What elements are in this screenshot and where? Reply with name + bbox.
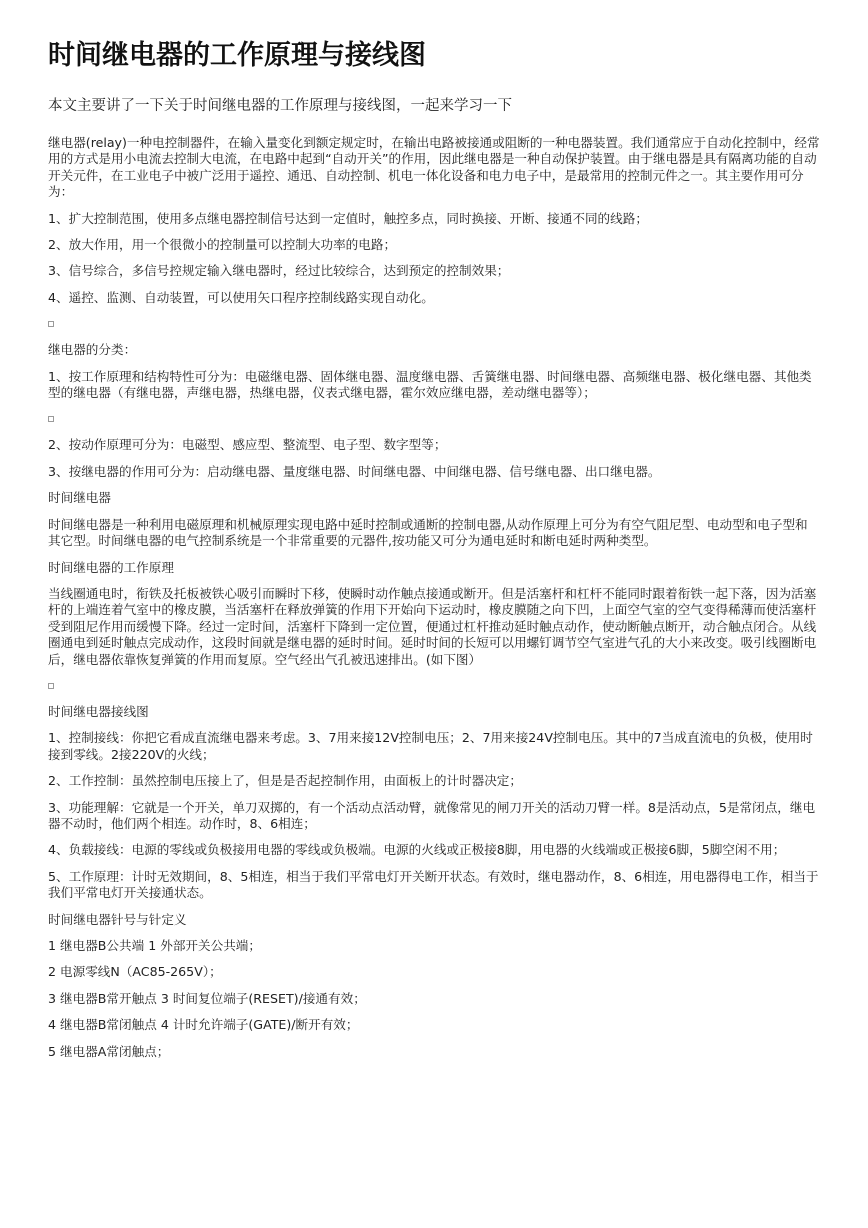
article-paragraph: 4 继电器B常闭触点 4 计时允许端子(GATE)/断开有效； xyxy=(48,1017,359,1033)
article-paragraph: 2 电源零线N（AC85-265V）； xyxy=(48,964,222,980)
article-paragraph: 2、按动作原理可分为：电磁型、感应型、整流型、电子型、数字型等； xyxy=(48,437,447,453)
article-image-placeholder xyxy=(48,678,820,694)
article-image-placeholder xyxy=(48,316,820,332)
article-paragraph: 继电器的分类： xyxy=(48,342,137,358)
broken-image-icon xyxy=(48,683,54,689)
article-title: 时间继电器的工作原理与接线图 xyxy=(48,40,426,71)
article-paragraph: 3、功能理解：它就是一个开关，单刀双掷的，有一个活动点活动臂，就像常见的闸刀开关的活动刀臂一样。8是活动点，5是常闭点，继电器不动时，他们两个相连。动作时，8、6相连； xyxy=(48,799,816,831)
article-subtitle: 本文主要讲了一下关于时间继电器的工作原理与接线图，一起来学习一下 xyxy=(48,98,512,114)
article-paragraph: 1、按工作原理和结构特性可分为：电磁继电器、固体继电器、温度继电器、舌簧继电器、时间继电器、高频继电器、极化继电器、其他类型的继电器（有继电器，声继电器，热继电器，仪表式继电器，霍尔效应继电器，差动继电器等）； xyxy=(48,368,812,401)
article-paragraph: 2、工作控制：虽然控制电压接上了，但是是否起控制作用，由面板上的计时器决定； xyxy=(48,773,522,789)
article-paragraph: 时间继电器针号与针定义 xyxy=(48,911,187,927)
article-paragraph: 1 继电器B公共端 1 外部开关公共端； xyxy=(48,938,261,953)
article-paragraph: 5 继电器A常闭触点； xyxy=(48,1043,170,1059)
article-paragraph: 4、遥控、监测、自动装置，可以使用矢口程序控制线路实现自动化。 xyxy=(48,289,434,305)
article-body xyxy=(48,135,820,1060)
article-paragraph: 1、控制接线：你把它看成直流继电器来考虑。3、7用来接12V控制电压；2、7用来接24V控制电压。其中的7当成直流电的负极，使用时接到零线。2接220V的火线； xyxy=(48,730,813,762)
article-paragraph: 3、按继电器的作用可分为：启动继电器、量度继电器、时间继电器、中间继电器、信号继电器、出口继电器。 xyxy=(48,463,661,479)
article-paragraph: 当线圈通电时，衔铁及托板被铁心吸引而瞬时下移，使瞬时动作触点接通或断开。但是活塞杆和杠杆不能同时跟着衔铁一起下落，因为活塞杆的上端连着气室中的橡皮膜，当活塞杆在释放弹簧的作用下开始向下运动时，橡皮膜随之向下凹，上面空气室的空气变得稀薄而使活塞杆受到阻尼作用而缓慢下降。经过一定时间，活塞杆下降到一定位置，便通过杠杆推动延时触点动作，使动断触点断开，动合触点闭合。从线圈通电到延时触点完成动作，这段时间就是继电器的延时时间。延时时间的长短可以用螺钉调节空气室进气孔的大小来改变。吸引线圈断电后，继电器依靠恢复弹簧的作用而复原。空气经出气孔被迅速排出。(如下图） xyxy=(48,585,817,667)
article-paragraph: 1、扩大控制范围，使用多点继电器控制信号达到一定值时，触控多点，同时换接、开断、接通不同的线路； xyxy=(48,210,648,226)
broken-image-icon xyxy=(48,321,54,327)
article-paragraph: 3、信号综合，多信号控规定输入继电器时，经过比较综合，达到预定的控制效果； xyxy=(48,263,510,279)
article-paragraph: 继电器(relay)一种电控制器件，在输入量变化到额定规定时，在输出电路被接通或阻断的一种电器装置。我们通常应于自动化控制中，经常用的方式是用小电流去控制大电流，在电路中起到“自动开关”的作用，因此继电器是一种自动保护装置。由于继电器是具有隔离功能的自动开关元件，在工业电子中被广泛用于遥控、通迅、自动控制、机电一体化设备和电力电子中，是最常用的控制元件之一。其主要作用可分为： xyxy=(48,135,820,200)
article-paragraph: 时间继电器 xyxy=(48,490,111,506)
article-paragraph: 时间继电器是一种利用电磁原理和机械原理实现电路中延时控制或通断的控制电器,从动作原理上可分为有空气阻尼型、电动型和电子型和其它型。时间继电器的电气控制系统是一个非常重要的元器件,按功能又可分为通电延时和断电延时两种类型。 xyxy=(48,516,808,549)
article-paragraph: 4、负载接线：电源的零线或负极接用电器的零线或负极端。电源的火线或正极接8脚，用电器的火线端或正极接6脚，5脚空闲不用； xyxy=(48,842,786,858)
article-paragraph: 时间继电器的工作原理 xyxy=(48,559,174,575)
article-paragraph: 3 继电器B常开触点 3 时间复位端子(RESET)/接通有效； xyxy=(48,990,366,1006)
article-paragraph: 时间继电器接线图 xyxy=(48,703,149,719)
article-paragraph: 5、工作原理：计时无效期间，8、5相连，相当于我们平常电灯开关断开状态。有效时，继电器动作，8、6相连，用电器得电工作，相当于我们平常电灯开关接通状态。 xyxy=(48,868,819,901)
article-paragraph: 2、放大作用，用一个很微小的控制量可以控制大功率的电路； xyxy=(48,237,397,253)
broken-image-icon xyxy=(48,416,54,422)
article-image-placeholder xyxy=(48,411,820,427)
